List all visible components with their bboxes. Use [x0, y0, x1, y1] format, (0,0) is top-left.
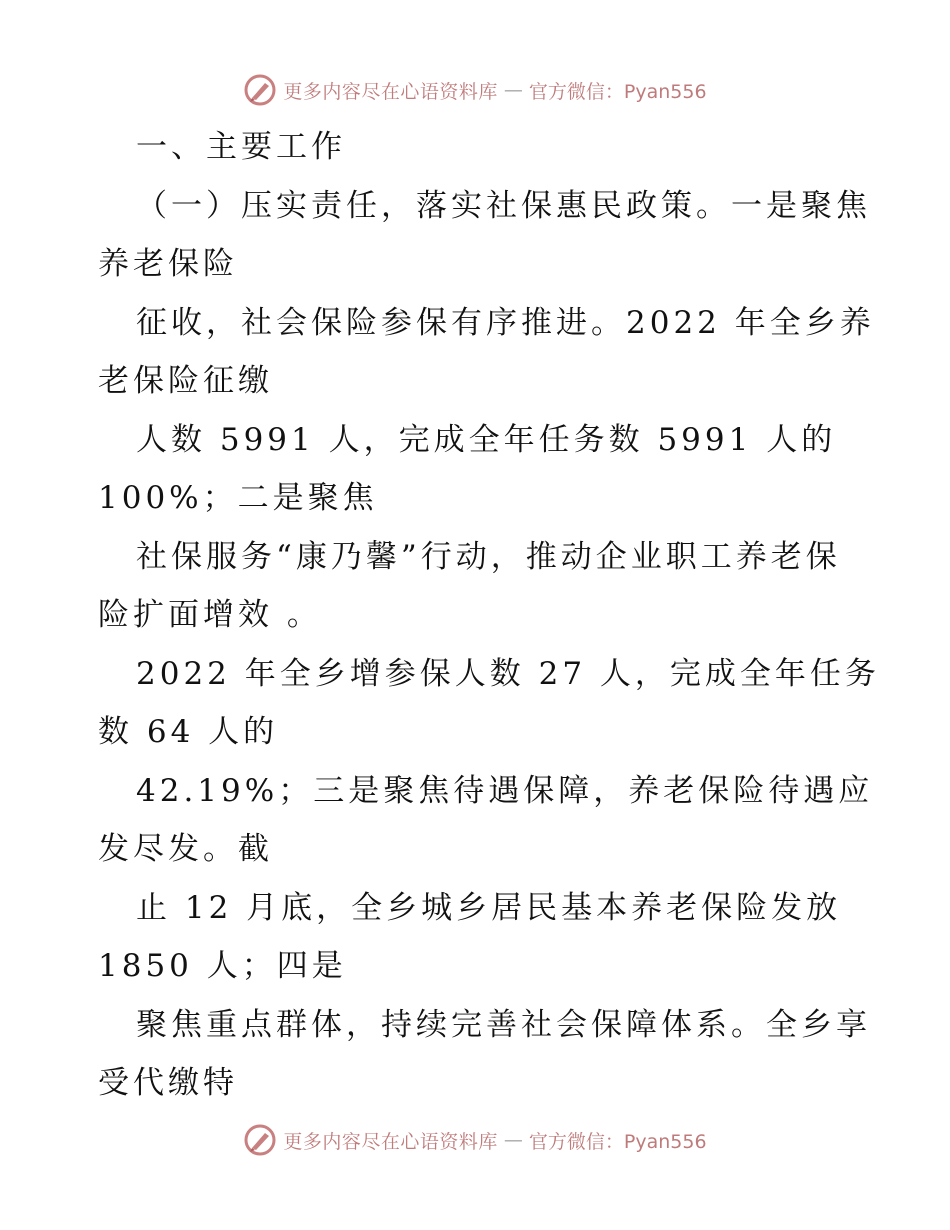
paragraph-line: 止 12 月底，全乡城乡居民基本养老保险发放 [136, 889, 842, 926]
watermark-text: 更多内容尽在心语资料库 [283, 80, 498, 103]
header-watermark [0, 70, 950, 110]
paragraph-line: 聚焦重点群体，持续完善社会保障体系。全乡享 [136, 1006, 871, 1043]
paragraph-line: 人数 5991 人，完成全年任务数 5991 人的 [136, 421, 837, 458]
paragraph-line: 42.19%；三是聚焦待遇保障，养老保险待遇应 [136, 772, 874, 809]
paragraph-line: 社保服务“康乃馨”行动，推动企业职工养老保 [136, 538, 841, 575]
pen-logo-icon [243, 1123, 277, 1157]
paragraph-line: （一）压实责任，落实社保惠民政策。一是聚焦 [136, 187, 871, 224]
pen-logo-icon [243, 73, 277, 107]
watermark-text: 更多内容尽在心语资料库 [283, 1130, 498, 1153]
paragraph-line: 1850 人；四是 [98, 948, 347, 984]
watermark-contact: 官方微信：Pyan556 [528, 1130, 707, 1153]
paragraph-line: 养老保险 [98, 246, 238, 282]
paragraph-line: 100%；二是聚焦 [98, 480, 378, 516]
footer-watermark [0, 1120, 950, 1160]
paragraph-line: 数 64 人的 [98, 714, 279, 750]
paragraph-line: 2022 年全乡增参保人数 27 人，完成全年任务 [136, 655, 880, 692]
watermark-separator: — [503, 1129, 523, 1151]
watermark-separator: — [503, 79, 523, 101]
paragraph-line: 老保险征缴 [98, 363, 273, 399]
watermark-contact: 官方微信：Pyan556 [528, 80, 707, 103]
paragraph-line: 受代缴特 [98, 1065, 238, 1101]
document-body [98, 118, 880, 1113]
paragraph-line: 发尽发。截 [98, 831, 273, 867]
paragraph-line: 险扩面增效 。 [98, 597, 322, 633]
paragraph-line: 征收，社会保险参保有序推进。2022 年全乡养 [136, 304, 875, 341]
section-heading: 一、主要工作 [136, 129, 346, 165]
